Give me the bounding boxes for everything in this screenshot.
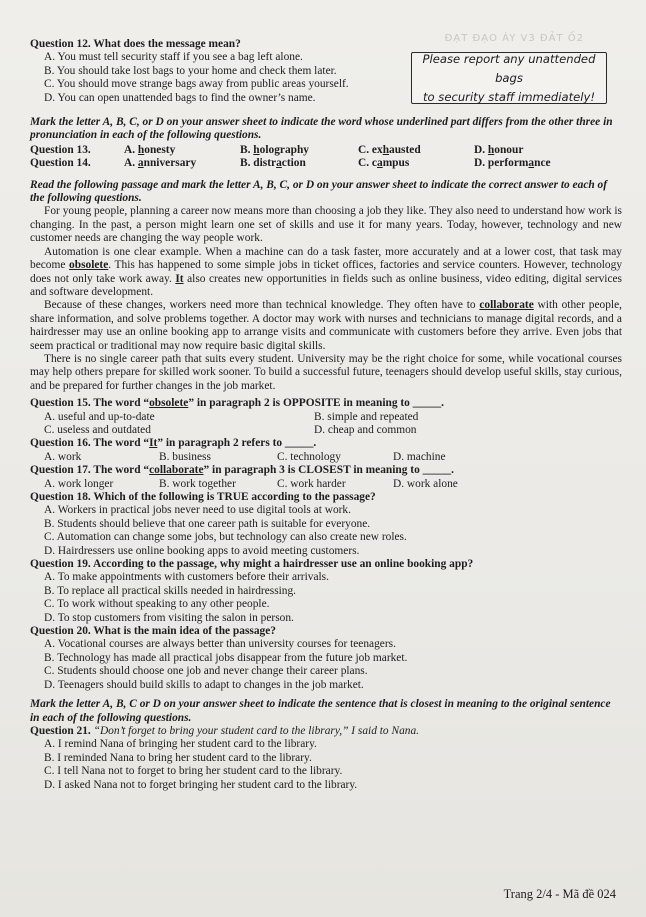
question-12-option-c[interactable]: C. You should move strange bags away from public areas yourself.	[44, 78, 349, 91]
question-18-option-d[interactable]: D. Hairdressers use online booking apps to avoid meeting customers.	[44, 544, 360, 557]
question-16-option-b[interactable]: B. business	[159, 450, 211, 463]
word-collaborate: collaborate	[479, 299, 534, 312]
question-20	[30, 625, 622, 692]
question-16-stem: Question 16. The word “It” in paragraph 2 refers to _____.	[30, 437, 317, 450]
question-15-stem: Question 15. The word “obsolete” in paragraph 2 is OPPOSITE in meaning to _____.	[30, 397, 445, 410]
question-18-option-c[interactable]: C. Automation can change some jobs, but technology can also create new roles.	[44, 531, 407, 544]
question-16	[30, 437, 622, 464]
question-13-option-d[interactable]: D. honour	[474, 143, 524, 156]
question-14-option-a[interactable]: A. anniversary	[124, 157, 197, 170]
question-13-option-b[interactable]: B. holography	[240, 143, 310, 156]
question-20-option-b[interactable]: B. Technology has made all practical jobs disappear from the future job market.	[44, 651, 408, 664]
notice-sign	[411, 52, 607, 104]
question-14-label: Question 14.	[30, 157, 91, 170]
question-16-option-d[interactable]: D. machine	[393, 450, 446, 463]
question-17-stem: Question 17. The word “collaborate” in paragraph 3 is CLOSEST in meaning to _____.	[30, 464, 454, 477]
question-17-option-c[interactable]: C. work harder	[277, 477, 346, 490]
question-17-option-a[interactable]: A. work longer	[44, 477, 114, 490]
question-21-option-c[interactable]: C. I tell Nana not to forget to bring her student card to the library.	[44, 765, 343, 778]
question-15-option-d[interactable]: D. cheap and common	[314, 423, 417, 436]
word-obsolete: obsolete	[69, 259, 109, 272]
passage-paragraph-3: Because of these changes, workers need more than technical knowledge. They often have to collaborate with other people, share information, and solve problems together. A doctor may work with nurses and technicians to manage digital records, and a hairdresser may use an online booking app to arrange visits and communicate with customers before they arrive. Even jobs that seem practical or traditional may now require basic digital skills.	[30, 299, 622, 352]
question-19	[30, 558, 622, 625]
question-19-option-c[interactable]: C. To work without speaking to any other people.	[44, 598, 270, 611]
question-13-label: Question 13.	[30, 143, 91, 156]
reading-passage	[30, 205, 622, 393]
question-12-stem: Question 12. What does the message mean?	[30, 38, 241, 50]
question-21-option-a[interactable]: A. I remind Nana of bringing her student card to the library.	[44, 738, 317, 751]
reading-instructions: Read the following passage and mark the letter A, B, C, or D on your answer sheet to indicate the correct answer to each of the following questions.	[30, 178, 608, 205]
question-15	[30, 397, 622, 437]
question-18-option-a[interactable]: A. Workers in practical jobs never need to use digital tools at work.	[44, 504, 351, 517]
question-15-option-a[interactable]: A. useful and up-to-date	[44, 410, 155, 423]
question-13-option-a[interactable]: A. honesty	[124, 143, 176, 156]
question-19-option-a[interactable]: A. To make appointments with customers before their arrivals.	[44, 571, 329, 584]
passage-paragraph-2: Automation is one clear example. When a machine can do a task faster, more accurately and at a lower cost, that task may become obsolete. This has happened to some simple jobs in ticket offices, factories and service counters. However, technology does not only take work away. It also creates new opportunities in fields such as online business, video editing, digital services and software development.	[30, 245, 623, 298]
question-20-option-c[interactable]: C. Students should choose one job and never change their career plans.	[44, 665, 368, 678]
question-12-option-a[interactable]: A. You must tell security staff if you see a bag left alone.	[44, 51, 303, 64]
question-17	[30, 464, 622, 491]
question-18-stem: Question 18. Which of the following is TRUE according to the passage?	[30, 491, 376, 503]
question-16-option-a[interactable]: A. work	[44, 450, 82, 463]
passage-paragraph-1: For young people, planning a career now means more than choosing a job they like. They also need to understand how work is changing. In the past, a person might learn one set of skills and use it for many years. Today, however, technology and new customer needs are changing the way people work.	[30, 205, 622, 245]
question-20-option-a[interactable]: A. Vocational courses are always better than university courses for teenagers.	[44, 638, 396, 651]
question-14-option-d[interactable]: D. performance	[474, 157, 551, 170]
question-20-option-d[interactable]: D. Teenagers should build skills to adapt to changes in the job market.	[44, 678, 364, 691]
question-16-option-c[interactable]: C. technology	[277, 450, 341, 463]
passage-paragraph-4: There is no single career path that suits every student. University may be the right choice for some, while vocational courses may help others prepare for skilled work sooner. To build a successful future, teenagers should develop useful skills, stay curious, and be prepared for further changes in the job market.	[30, 352, 622, 392]
question-21-option-d[interactable]: D. I asked Nana not to forget bringing her student card to the library.	[44, 778, 358, 791]
question-20-stem: Question 20. What is the main idea of the passage?	[30, 625, 276, 638]
question-21-stem: Question 21. “Don’t forget to bring your student card to the library,” I said to Nana.	[30, 724, 420, 737]
question-18	[30, 491, 622, 558]
notice-sign-line-2: to security staff immediately!	[422, 89, 596, 104]
question-13-option-c[interactable]: C. exhausted	[358, 143, 421, 156]
question-14	[30, 157, 622, 170]
pronunciation-instructions: Mark the letter A, B, C, or D on your answer sheet to indicate the word whose underlined part differs from the other three in pronunciation in each of the following questions.	[30, 116, 613, 142]
question-15-option-c[interactable]: C. useless and outdated	[44, 423, 151, 436]
question-19-option-d[interactable]: D. To stop customers from visiting the salon in person.	[44, 611, 294, 624]
question-18-option-b[interactable]: B. Students should believe that one career path is suitable for everyone.	[44, 517, 371, 530]
question-14-option-c[interactable]: C. campus	[358, 157, 410, 170]
question-12-option-d[interactable]: D. You can open unattended bags to find the owner’s name.	[44, 91, 316, 104]
question-21-option-b[interactable]: B. I reminded Nana to bring her student card to the library.	[44, 751, 312, 764]
page-footer: Trang 2/4 - Mã đề 024	[503, 887, 616, 901]
question-17-option-d[interactable]: D. work alone	[393, 477, 458, 490]
notice-sign-line-1: Please report any unattended bags	[422, 51, 596, 85]
question-19-stem: Question 19. According to the passage, why might a hairdresser use an online booking app?	[30, 558, 474, 571]
word-it: It	[175, 272, 184, 285]
question-13	[30, 144, 622, 157]
question-15-option-b[interactable]: B. simple and repeated	[314, 410, 419, 423]
question-14-option-b[interactable]: B. distraction	[240, 157, 306, 170]
bleed-through-text: ĐẠT ĐẠO ÁY V3 ĐẢT Ố2	[444, 33, 584, 44]
question-19-option-b[interactable]: B. To replace all practical skills needed in hairdressing.	[44, 584, 297, 597]
question-17-option-b[interactable]: B. work together	[159, 477, 236, 490]
rewrite-instructions: Mark the letter A, B, C or D on your answer sheet to indicate the sentence that is closest in meaning to the original sentence in each of the following questions.	[30, 698, 611, 724]
question-12-option-b[interactable]: B. You should take lost bags to your home and check them later.	[44, 64, 337, 77]
question-21	[30, 725, 622, 792]
